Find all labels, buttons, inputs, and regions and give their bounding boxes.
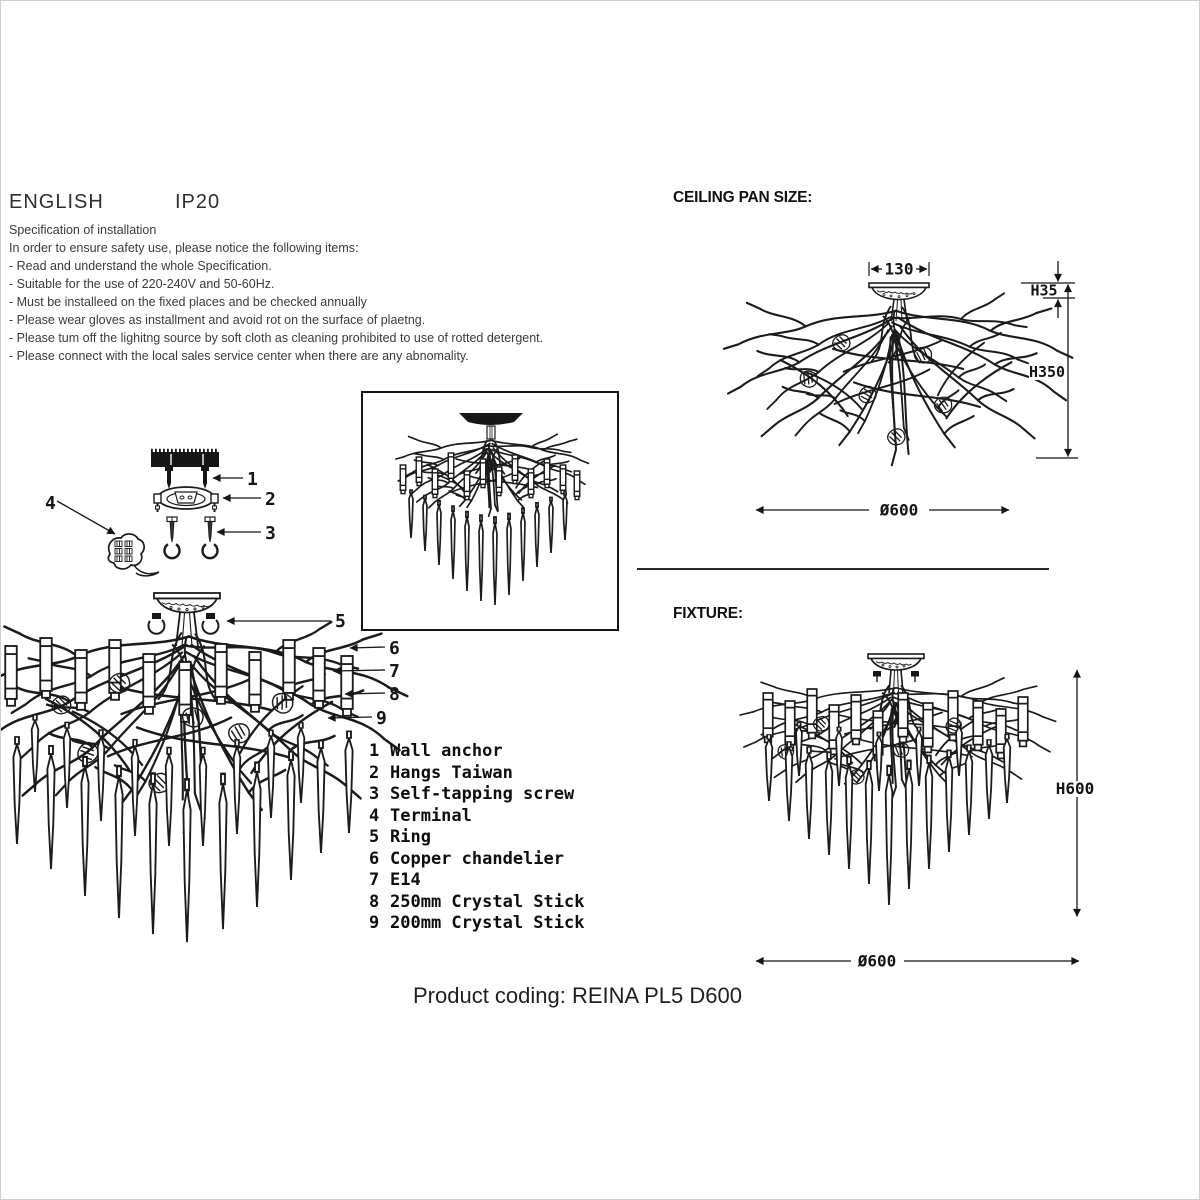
ip-rating-label: IP20: [175, 191, 221, 213]
part-list-item: [369, 849, 584, 871]
inset-chandelier-drawing: [363, 393, 617, 624]
dimension-fixture-diameter: [756, 952, 1079, 971]
inset-canopy: [459, 413, 523, 439]
self-tapping-screws: [167, 517, 215, 542]
installation-spec-block: [9, 221, 649, 365]
spec-item: - Read and understand the whole Specification.: [9, 259, 272, 273]
pan-canopy-height-label: H35: [1030, 281, 1058, 300]
hanging-bracket: [154, 487, 218, 512]
callout-4-label: 4: [45, 493, 56, 514]
parts-list: [369, 741, 584, 935]
callout-4-leader: [57, 501, 115, 534]
spec-item: - Please tum off the lighitng source by soft cloth as cleaning prohibited to use of rotted detergent.: [9, 331, 544, 345]
callout-6-label: 6: [389, 638, 400, 659]
main-chandelier-drawing: [1, 584, 413, 1001]
part-list-item: [369, 870, 584, 892]
terminal-block: [108, 534, 159, 576]
part-number: 4: [369, 805, 380, 826]
part-number: 6: [369, 848, 380, 869]
ceiling-pan-drawing: [691, 246, 1091, 536]
product-coding: Product coding: REINA PL5 D600: [413, 983, 742, 1008]
part-name: Wall anchor: [390, 741, 503, 761]
part-number: 8: [369, 891, 380, 912]
callout-2-label: 2: [265, 489, 276, 510]
dimension-130: [869, 260, 929, 279]
part-list-item: [369, 892, 584, 914]
fixture-diameter-label: Ø600: [857, 951, 897, 971]
part-number: 9: [369, 913, 380, 933]
part-name: E14: [390, 870, 421, 890]
part-list-item: [369, 784, 584, 806]
dimension-h600: [1053, 670, 1095, 917]
part-number: 3: [369, 784, 380, 804]
install-hardware-diagram: [31, 441, 361, 581]
part-number: 1: [369, 741, 380, 761]
inset-crystal-icicles: [409, 490, 567, 605]
part-list-item: [369, 827, 584, 849]
part-name: Ring: [390, 827, 431, 847]
c-clips: [165, 544, 218, 558]
dimension-h350: [1029, 285, 1078, 459]
part-number: 2: [369, 762, 380, 783]
callout-7-label: 7: [389, 661, 400, 682]
callout-1-label: 1: [247, 469, 258, 490]
fixture-height-label: H600: [1055, 779, 1095, 798]
ceiling-pan-size-title: CEILING PAN SIZE:: [673, 189, 813, 206]
part-name: Self-tapping screw: [390, 784, 575, 804]
section-divider: [637, 568, 1049, 570]
part-name: Hangs Taiwan: [390, 762, 513, 783]
pan-total-height-label: H350: [1028, 363, 1066, 381]
part-name: Terminal: [390, 805, 472, 826]
fixture-drawing: [691, 631, 1101, 976]
wall-anchor: [151, 451, 219, 490]
pan-branches: [724, 291, 1073, 466]
spec-title: Specification of installation: [9, 223, 157, 237]
callout-9-label: 9: [376, 708, 387, 729]
part-name: Copper chandelier: [390, 848, 564, 869]
ring-right: [202, 620, 218, 634]
callout-5-label: 5: [335, 611, 346, 632]
spec-intro: In order to ensure safety use, please notice the following items:: [9, 241, 359, 255]
detail-inset-box: [361, 391, 619, 631]
spec-item: - Suitable for the use of 220-240V and 50-60Hz.: [9, 277, 275, 291]
callout-8-label: 8: [389, 684, 400, 705]
part-list-item: [369, 763, 584, 785]
part-number: 7: [369, 870, 380, 890]
spec-item: - Please connect with the local sales service center when there are any abnomality.: [9, 349, 469, 363]
pan-diameter-label: Ø600: [879, 500, 919, 520]
pan-top-width-label: 130: [884, 259, 914, 279]
part-number: 5: [369, 827, 380, 847]
ring-left: [148, 620, 164, 634]
part-list-item: [369, 806, 584, 828]
part-name: 200mm Crystal Stick: [390, 913, 585, 933]
part-list-item: [369, 741, 584, 763]
spec-item: - Must be installeed on the fixed places and be checked annually: [9, 295, 367, 309]
part-list-item: [369, 913, 584, 935]
part-name: 250mm Crystal Stick: [390, 891, 585, 912]
fixture-title: FIXTURE:: [673, 605, 743, 622]
dimension-pan-diameter: [756, 501, 1009, 520]
spec-item: - Please wear gloves as installment and avoid rot on the surface of plaetng.: [9, 313, 426, 327]
language-label: ENGLISH: [9, 191, 104, 213]
callout-3-label: 3: [265, 523, 276, 544]
